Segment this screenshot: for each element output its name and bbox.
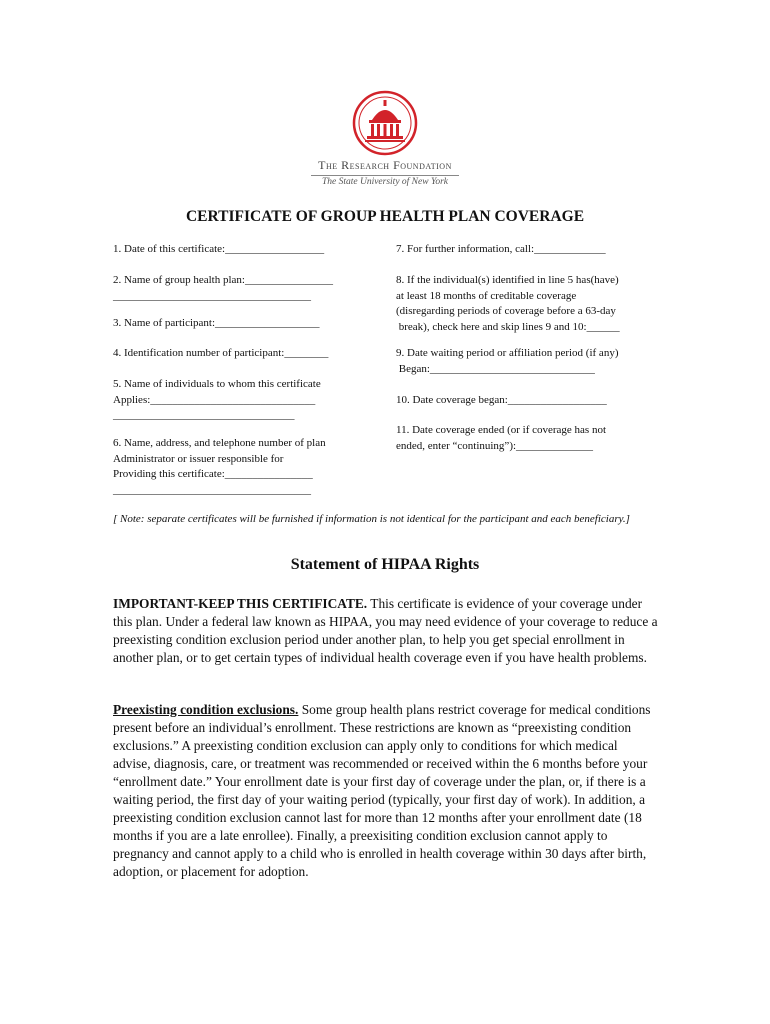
field-participant-name[interactable]: 3. Name of participant:___________________: [113, 317, 320, 329]
field-coverage-began[interactable]: 10. Date coverage began:__________________: [396, 394, 607, 406]
field-plan-administrator[interactable]: 6. Name, address, and telephone number of plan Administrator or issuer responsible for Providing this certificate:________________ ____________________________________: [113, 437, 326, 496]
paragraph-important: [113, 595, 658, 667]
certificate-title: CERTIFICATE OF GROUP HEALTH PLAN COVERAGE: [185, 208, 585, 225]
certificate-note: [ Note: separate certificates will be furnished if information is not identical for the participant and each beneficiary.]: [113, 513, 630, 525]
field-individuals[interactable]: 5. Name of individuals to whom this certificate Applies:______________________________ _________________________________: [113, 378, 321, 421]
field-certificate-date[interactable]: 1. Date of this certificate:__________________: [113, 243, 325, 255]
paragraph-important-text: This certificate is evidence of your coverage under this plan. Under a federal law known as HIPAA, you may need evidence of your coverage to reduce a preexisting condition exclusion period under another plan, to help you get special enrollment in another plan, or to get certain types of individual health coverage even if you have health problems.: [113, 596, 658, 665]
org-name: The Research Foundation: [318, 158, 452, 172]
org-subtitle: The State University of New York: [321, 177, 449, 187]
letterhead: [0, 90, 770, 187]
field-waiting-period[interactable]: 9. Date waiting period or affiliation period (if any) Began:______________________________: [396, 347, 619, 375]
field-participant-id[interactable]: 4. Identification number of participant:________: [113, 347, 329, 359]
field-group-health-plan[interactable]: 2. Name of group health plan:________________ ____________________________________: [113, 274, 333, 302]
paragraph-preexisting-text: Some group health plans restrict coverage for medical conditions present before an individual’s enrollment. These restrictions are known as “preexisting condition exclusions.” A preexisting condition exclusion can apply only to conditions for which medical advise, diagnosis, care, or treatment was recommended or received within the 6 months before your “enrollment date.” Your enrollment date is your first day of coverage under the plan, or, if there is a waiting period, the first day of your waiting period (typically, your first day of work). In addition, a preexisting condition exclusion cannot last for more than 12 months after your enrollment date (18 months if you are a late enrollee). Finally, a preexisiting condition exclusion cannot apply to pregnancy and cannot apply to a child who is enrolled in health coverage within 30 days after birth, adoption, or placement for adoption.: [113, 702, 651, 879]
field-further-information[interactable]: 7. For further information, call:_____________: [396, 243, 606, 255]
org-divider: [311, 175, 459, 176]
research-foundation-seal-icon: [352, 90, 418, 156]
paragraph-important-lead: IMPORTANT-KEEP THIS CERTIFICATE.: [113, 596, 368, 611]
section-title: Statement of HIPAA Rights: [290, 556, 480, 573]
paragraph-preexisting: [113, 701, 658, 881]
field-creditable-coverage[interactable]: 8. If the individual(s) identified in line 5 has(have) at least 18 months of creditable coverage (disregarding periods of coverage before a 63-day break), check here and skip lines 9 and 10:______: [396, 274, 620, 333]
paragraph-preexisting-lead: Preexisting condition exclusions.: [113, 702, 299, 717]
field-coverage-ended[interactable]: 11. Date coverage ended (or if coverage has not ended, enter “continuing”):______________: [396, 424, 607, 452]
